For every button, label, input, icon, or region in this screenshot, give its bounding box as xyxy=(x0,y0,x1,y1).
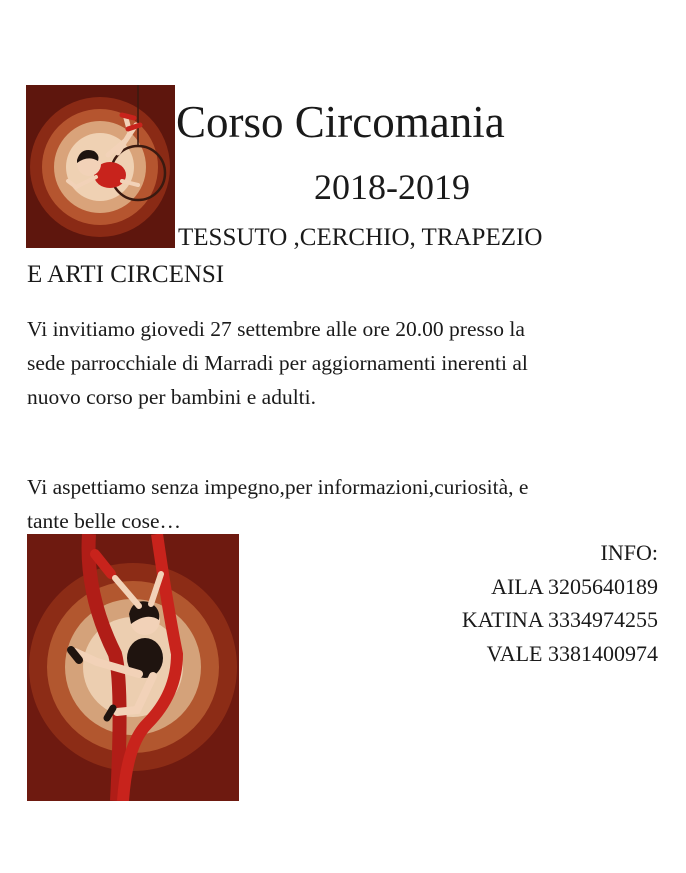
welcome-line: tante belle cose… xyxy=(27,509,182,533)
aerial-hoop-image xyxy=(26,85,175,248)
info-heading: INFO: xyxy=(600,540,658,565)
disciplines-line-2: E ARTI CIRCENSI xyxy=(27,261,225,288)
contact-aila: AILA 3205640189 xyxy=(491,573,658,599)
invitation-line: sede parrocchiale di Marradi per aggiornamenti inerenti al xyxy=(27,351,528,375)
aerial-hoop-illustration xyxy=(26,85,175,248)
invitation-line: nuovo corso per bambini e adulti. xyxy=(27,385,316,409)
aerial-silks-illustration xyxy=(27,534,239,801)
welcome-paragraph xyxy=(27,470,667,538)
contact-vale: VALE 3381400974 xyxy=(486,640,658,666)
contact-info xyxy=(462,536,658,670)
invitation-paragraph xyxy=(27,312,667,414)
disciplines-line-1: TESSUTO ,CERCHIO, TRAPEZIO xyxy=(178,224,543,251)
course-years: 2018-2019 xyxy=(314,167,470,207)
contact-katina: KATINA 3334974255 xyxy=(461,607,658,632)
course-title: Corso Circomania xyxy=(176,97,505,147)
welcome-line: Vi aspettiamo senza impegno,per informazioni,curiosità, e xyxy=(27,475,529,499)
invitation-line: Vi invitiamo giovedi 27 settembre alle ore 20.00 presso la xyxy=(27,317,525,341)
aerial-silks-image xyxy=(27,534,239,801)
